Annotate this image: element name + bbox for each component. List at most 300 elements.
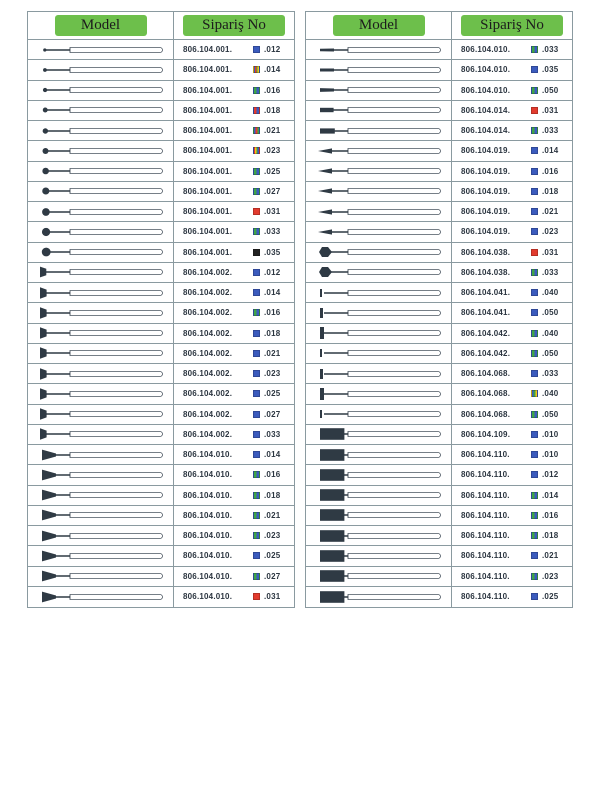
round-bur-icon [36,225,166,239]
model-cell [28,364,174,383]
inverted-cone-bur-icon [36,326,166,340]
order-no-cell [174,587,294,607]
order-no-cell [174,546,294,565]
color-code-swatch [253,66,260,73]
table-row [306,546,572,566]
color-code-swatch [253,492,260,499]
order-no-cell [174,526,294,545]
cylinder-bur-icon [314,590,444,604]
order-code: 806.104.001. [183,247,233,257]
color-code-swatch [253,147,260,154]
table-row [28,202,294,222]
model-cell [306,162,452,181]
wheel-bur-icon [314,326,444,340]
taper-bur-icon [36,488,166,502]
table-row [28,121,294,141]
size-code: .021 [264,126,281,136]
order-code: 806.104.110. [461,470,510,480]
color-code-swatch [531,249,538,256]
order-code: 806.104.002. [183,369,233,379]
model-cell [28,425,174,444]
taper-bur-icon [36,468,166,482]
order-code: 806.104.001. [183,85,233,95]
order-no-cell [174,243,294,262]
color-code-swatch [253,330,260,337]
cylinder-bur-icon [314,124,444,138]
color-code-swatch [253,309,260,316]
order-code: 806.104.019. [461,146,511,156]
order-no-cell [452,81,572,100]
model-cell [28,567,174,586]
taper-bur-icon [314,83,444,97]
table-body [28,40,294,607]
size-code: .031 [542,247,559,257]
order-code: 806.104.010. [183,490,233,500]
order-no-cell [452,202,572,221]
inverted-cone-bur-icon [36,306,166,320]
order-no-cell [452,324,572,343]
size-code: .012 [542,470,559,480]
model-header-label: Model [55,15,147,36]
order-no-cell [174,182,294,201]
color-code-swatch [531,330,538,337]
order-code: 806.104.041. [461,308,511,318]
color-code-swatch [253,127,260,134]
size-code: .027 [264,409,281,419]
model-header-cell [28,12,174,39]
color-code-swatch [531,451,538,458]
round-bur-icon [36,205,166,219]
size-code: .033 [264,429,281,439]
size-code: .035 [264,247,281,257]
size-code: .018 [542,186,559,196]
model-cell [28,486,174,505]
size-code: .033 [542,369,559,379]
color-code-swatch [253,370,260,377]
order-code: 806.104.001. [183,105,233,115]
model-cell [28,243,174,262]
table-row [28,222,294,242]
order-no-cell [174,222,294,241]
order-code: 806.104.110. [461,510,510,520]
inverted-cone-bur-icon [36,367,166,381]
table-row [28,303,294,323]
table-row [28,506,294,526]
size-code: .023 [542,227,559,237]
model-cell [306,60,452,79]
cylinder-bur-icon [314,448,444,462]
color-code-swatch [253,411,260,418]
model-cell [306,202,452,221]
order-no-cell [174,81,294,100]
size-code: .023 [264,369,281,379]
color-code-swatch [531,431,538,438]
order-header-cell [174,12,294,39]
size-code: .010 [542,429,559,439]
color-code-swatch [531,289,538,296]
model-cell [28,344,174,363]
pear-bur-icon [314,245,444,259]
size-code: .023 [264,531,281,541]
order-code: 806.104.002. [183,328,233,338]
order-no-cell [174,324,294,343]
order-code: 806.104.002. [183,348,233,358]
order-no-cell [452,60,572,79]
order-no-cell [452,567,572,586]
color-code-swatch [253,431,260,438]
model-cell [28,202,174,221]
table-row [306,303,572,323]
size-code: .014 [264,65,281,75]
size-code: .018 [264,490,281,500]
table-row [306,121,572,141]
color-code-swatch [531,127,538,134]
order-code: 806.104.010. [183,470,233,480]
color-code-swatch [253,188,260,195]
color-code-swatch [253,471,260,478]
color-code-swatch [531,390,538,397]
order-code: 806.104.002. [183,409,233,419]
order-no-cell [452,141,572,160]
size-code: .014 [264,288,281,298]
inverted-cone-bur-icon [36,407,166,421]
table-row [306,364,572,384]
color-code-swatch [531,87,538,94]
order-code: 806.104.010. [183,450,233,460]
model-cell [306,364,452,383]
order-header-cell [452,12,572,39]
color-code-swatch [253,249,260,256]
size-code: .050 [542,308,559,318]
color-code-swatch [531,512,538,519]
size-code: .027 [264,186,281,196]
order-no-cell [174,303,294,322]
model-cell [28,405,174,424]
cylinder-bur-icon [314,549,444,563]
table-row [306,81,572,101]
order-no-cell [452,445,572,464]
color-code-swatch [531,492,538,499]
order-code: 806.104.042. [461,328,511,338]
size-code: .040 [542,328,559,338]
table-row [306,263,572,283]
size-code: .025 [542,592,559,602]
order-code: 806.104.068. [461,409,511,419]
order-no-cell [174,121,294,140]
color-code-swatch [253,269,260,276]
order-code: 806.104.002. [183,429,233,439]
order-no-cell [452,526,572,545]
size-code: .025 [264,166,281,176]
order-code: 806.104.010. [183,551,233,561]
table-row [306,344,572,364]
order-no-cell [174,344,294,363]
order-no-cell [452,303,572,322]
model-cell [28,283,174,302]
model-cell [28,162,174,181]
model-cell [306,567,452,586]
model-cell [306,40,452,59]
model-cell [306,344,452,363]
inverted-cone-bur-icon [36,265,166,279]
order-code: 806.104.001. [183,207,233,217]
taper-bur-icon [36,508,166,522]
inverted-cone-bur-icon [36,286,166,300]
cylinder-bur-icon [314,427,444,441]
order-code: 806.104.109. [461,429,511,439]
model-cell [28,303,174,322]
table-row [306,162,572,182]
order-no-cell [174,405,294,424]
model-header-label: Model [333,15,425,36]
table-row [306,222,572,242]
table-row [28,324,294,344]
color-code-swatch [531,228,538,235]
table-row [28,81,294,101]
order-code: 806.104.068. [461,369,511,379]
pear-bur-icon [314,265,444,279]
order-code: 806.104.110. [461,490,510,500]
color-code-swatch [531,269,538,276]
order-code: 806.104.014. [461,105,511,115]
round-bur-icon [36,83,166,97]
order-no-cell [174,567,294,586]
table-row [306,384,572,404]
color-code-swatch [531,188,538,195]
order-code: 806.104.014. [461,126,511,136]
model-cell [306,121,452,140]
color-code-swatch [531,532,538,539]
size-code: .021 [542,207,559,217]
table-row [28,465,294,485]
size-code: .033 [264,227,281,237]
order-code: 806.104.001. [183,186,233,196]
order-no-cell [174,384,294,403]
model-cell [306,526,452,545]
wheel-bur-icon [314,306,444,320]
order-no-cell [174,486,294,505]
model-cell [306,546,452,565]
size-code: .027 [264,571,281,581]
order-no-cell [174,263,294,282]
cylinder-bur-icon [314,488,444,502]
cylinder-bur-icon [314,468,444,482]
order-code: 806.104.019. [461,186,511,196]
round-bur-icon [36,63,166,77]
order-code: 806.104.019. [461,207,511,217]
order-no-cell [174,283,294,302]
order-no-cell [452,364,572,383]
model-cell [306,182,452,201]
order-code: 806.104.001. [183,65,233,75]
table-row [306,587,572,607]
color-code-swatch [253,451,260,458]
order-code: 806.104.041. [461,288,511,298]
table-row [306,141,572,161]
order-no-header-label: Sipariş No [461,15,563,36]
size-code: .033 [542,267,559,277]
order-no-cell [174,465,294,484]
round-bur-icon [36,245,166,259]
needle-bur-icon [314,225,444,239]
color-code-swatch [253,350,260,357]
size-code: .016 [542,166,559,176]
table-row [306,506,572,526]
order-no-cell [174,202,294,221]
table-row [306,324,572,344]
order-code: 806.104.019. [461,227,511,237]
color-code-swatch [253,46,260,53]
order-code: 806.104.110. [461,592,510,602]
round-bur-icon [36,184,166,198]
model-cell [306,243,452,262]
color-code-swatch [531,208,538,215]
color-code-swatch [531,593,538,600]
color-code-swatch [253,512,260,519]
color-code-swatch [253,87,260,94]
order-no-cell [452,182,572,201]
table-row [306,465,572,485]
order-code: 806.104.110. [461,450,510,460]
catalog-table-left [27,11,295,608]
taper-bur-icon [314,63,444,77]
size-code: .033 [542,45,559,55]
color-code-swatch [253,552,260,559]
size-code: .016 [264,85,281,95]
color-code-swatch [531,573,538,580]
order-no-cell [174,40,294,59]
order-code: 806.104.001. [183,126,233,136]
color-code-swatch [253,208,260,215]
size-code: .025 [264,551,281,561]
size-code: .012 [264,267,281,277]
needle-bur-icon [314,164,444,178]
table-row [28,60,294,80]
order-no-cell [452,162,572,181]
table-row [306,405,572,425]
table-row [306,182,572,202]
order-no-cell [174,162,294,181]
order-no-cell [174,60,294,79]
color-code-swatch [531,552,538,559]
model-cell [306,587,452,607]
table-row [28,101,294,121]
wheel-bur-icon [314,387,444,401]
order-code: 806.104.019. [461,166,511,176]
size-code: .016 [542,510,559,520]
color-code-swatch [531,350,538,357]
size-code: .021 [264,348,281,358]
order-no-header-label: Sipariş No [183,15,285,36]
table-row [306,40,572,60]
order-no-cell [174,141,294,160]
order-code: 806.104.010. [183,531,233,541]
order-code: 806.104.010. [183,571,233,581]
round-bur-icon [36,124,166,138]
model-cell [28,121,174,140]
table-row [28,162,294,182]
inverted-cone-bur-icon [36,387,166,401]
cylinder-bur-icon [314,103,444,117]
color-code-swatch [531,147,538,154]
order-no-cell [452,243,572,262]
model-cell [306,425,452,444]
table-row [28,526,294,546]
color-code-swatch [253,573,260,580]
size-code: .021 [542,551,559,561]
taper-bur-icon [36,448,166,462]
model-cell [28,526,174,545]
order-code: 806.104.002. [183,308,233,318]
size-code: .031 [264,592,281,602]
order-code: 806.104.010. [461,85,511,95]
order-no-cell [452,121,572,140]
cylinder-bur-icon [314,529,444,543]
order-code: 806.104.002. [183,288,233,298]
table-row [28,283,294,303]
table-row [28,567,294,587]
order-code: 806.104.038. [461,247,511,257]
color-code-swatch [531,66,538,73]
order-code: 806.104.110. [461,551,510,561]
model-cell [28,40,174,59]
model-cell [28,445,174,464]
color-code-swatch [253,532,260,539]
order-code: 806.104.001. [183,227,233,237]
order-no-cell [452,425,572,444]
size-code: .023 [264,146,281,156]
color-code-swatch [253,228,260,235]
color-code-swatch [531,370,538,377]
order-no-cell [452,384,572,403]
taper-bur-icon [36,529,166,543]
model-cell [306,81,452,100]
taper-bur-icon [36,590,166,604]
model-header-cell [306,12,452,39]
order-code: 806.104.042. [461,348,511,358]
order-no-cell [452,283,572,302]
inverted-cone-bur-icon [36,346,166,360]
color-code-swatch [253,107,260,114]
size-code: .050 [542,348,559,358]
round-bur-icon [36,144,166,158]
size-code: .021 [264,510,281,520]
size-code: .033 [542,126,559,136]
order-no-cell [452,546,572,565]
color-code-swatch [253,168,260,175]
table-row [306,486,572,506]
model-cell [306,303,452,322]
order-code: 806.104.038. [461,267,511,277]
size-code: .016 [264,308,281,318]
size-code: .025 [264,389,281,399]
order-no-cell [452,465,572,484]
round-bur-icon [36,164,166,178]
table-row [306,283,572,303]
table-row [28,40,294,60]
order-no-cell [174,445,294,464]
model-cell [28,324,174,343]
needle-bur-icon [314,205,444,219]
model-cell [306,222,452,241]
model-cell [28,101,174,120]
model-cell [306,384,452,403]
order-code: 806.104.068. [461,389,511,399]
table-row [306,101,572,121]
wheel-bur-icon [314,407,444,421]
order-code: 806.104.010. [461,45,511,55]
table-row [306,425,572,445]
